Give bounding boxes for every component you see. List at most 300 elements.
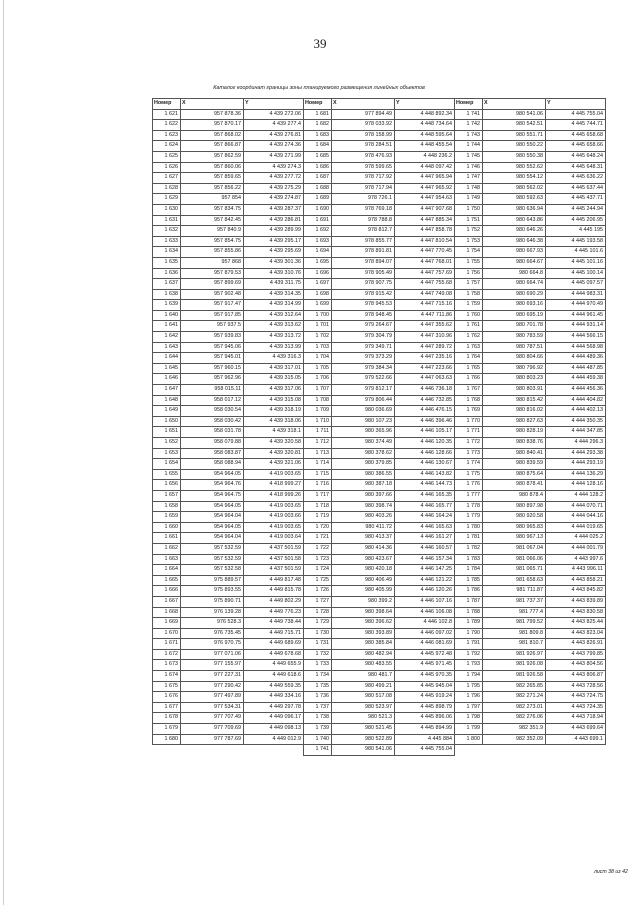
cell-y: 4 439 277.4 [244,120,304,131]
cell-x: 980 838.76 [483,438,546,449]
cell-y: 4 439 320.58 [244,438,304,449]
cell-x: 980 414.36 [332,543,395,554]
cell-y: 4 444 931.14 [546,321,606,332]
cell-number: 1 718 [304,501,332,512]
cell-number: 1 661 [153,533,181,544]
cell-x: 980 499.21 [332,681,395,692]
cell-x: 980 875.64 [483,469,546,480]
cell-number: 1 791 [455,639,483,650]
table-row [153,321,606,332]
cell-x: 978 907.75 [332,279,395,290]
cell-number: 1 767 [455,385,483,396]
cell-y: 4 439 286.81 [244,215,304,226]
table-row [153,363,606,374]
cell-x: 980 878.4 [483,490,546,501]
cell-number: 1 790 [455,628,483,639]
cell-number: 1 783 [455,554,483,565]
cell-x: 981 658.63 [483,575,546,586]
cell-y: 4 445 636.22 [546,173,606,184]
cell-y: 4 446 161.27 [395,533,455,544]
empty-cell [153,745,181,756]
cell-number: 1 780 [455,522,483,533]
cell-y: 4 449 678.68 [244,649,304,660]
cell-number: 1 729 [304,618,332,629]
cell-number: 1 632 [153,226,181,237]
cell-x: 980 396.62 [332,618,395,629]
cell-y: 4 419 003.65 [244,469,304,480]
cell-number: 1 656 [153,480,181,491]
cell-x: 978 599.65 [332,162,395,173]
cell-number: 1 678 [153,713,181,724]
cell-y: 4 443 724.75 [546,692,606,703]
cell-y: 4 439 318.19 [244,406,304,417]
cell-number: 1 797 [455,702,483,713]
cell-number: 1 733 [304,660,332,671]
cell-number: 1 770 [455,416,483,427]
cell-x: 957 532.59 [181,543,244,554]
cell-x: 980 646.38 [483,236,546,247]
cell-number: 1 754 [455,247,483,258]
cell-x: 980 695.19 [483,310,546,321]
cell-y: 4 446 102.8 [395,618,455,629]
cell-y: 4 449 817.48 [244,575,304,586]
cell-number: 1 749 [455,194,483,205]
cell-x: 980 804.66 [483,353,546,364]
cell-x: 978 855.77 [332,236,395,247]
cell-y: 4 443 728.56 [546,681,606,692]
cell-x: 954 964.76 [181,480,244,491]
cell-x: 957 859.65 [181,173,244,184]
cell-x: 980 643.86 [483,215,546,226]
cell-y: 4 439 321.06 [244,459,304,470]
cell-y: 4 449 098.13 [244,724,304,735]
cell-y: 4 445 097.57 [546,279,606,290]
table-row [153,130,606,141]
cell-x: 979 304.79 [332,332,395,343]
cell-y: 4 449 715.71 [244,628,304,639]
cell-x: 957 866.87 [181,141,244,152]
cell-x: 977 709.69 [181,724,244,735]
table-row [153,374,606,385]
cell-x: 957 854.75 [181,236,244,247]
cell-y: 4 439 295.69 [244,247,304,258]
cell-number: 1 697 [304,279,332,290]
cell-x: 981 737.37 [483,596,546,607]
cell-y: 4 445 101.6 [546,247,606,258]
table-row [153,194,606,205]
cell-number: 1 773 [455,448,483,459]
cell-x: 980 965.83 [483,522,546,533]
cell-y: 4 449 802.29 [244,596,304,607]
cell-x: 981 926.08 [483,660,546,671]
cell-number: 1 668 [153,607,181,618]
table-row [153,332,606,343]
cell-number: 1 744 [455,141,483,152]
cell-number: 1 703 [304,342,332,353]
cell-x: 980 693.16 [483,300,546,311]
cell-number: 1 734 [304,671,332,682]
table-row [153,618,606,629]
cell-number: 1 732 [304,649,332,660]
cell-y: 4 444 347.85 [546,427,606,438]
cell-number: 1 741 [455,109,483,120]
cell-y: 4 439 272.06 [244,109,304,120]
cell-x: 976 528.3 [181,618,244,629]
cell-x: 958 017.12 [181,395,244,406]
cell-x: 980 796.92 [483,363,546,374]
cell-x: 957 842.45 [181,215,244,226]
cell-y: 4 445 658.68 [546,130,606,141]
cell-x: 980 551.71 [483,130,546,141]
cell-number: 1 674 [153,671,181,682]
cell-number: 1 655 [153,469,181,480]
table-row [153,628,606,639]
cell-x: 958 088.94 [181,459,244,470]
cell-x: 980 550.38 [483,151,546,162]
cell-y: 4 439 271.99 [244,151,304,162]
header-y-3: Y [546,99,606,110]
header-y-2: Y [395,99,455,110]
cell-y: 4 449 738.44 [244,618,304,629]
cell-number: 1 778 [455,501,483,512]
cell-x: 980 399.2 [332,596,395,607]
cell-y: 4 444 001.79 [546,543,606,554]
cell-number: 1 670 [153,628,181,639]
cell-y: 4 448 734.64 [395,120,455,131]
cell-x: 980 411.72 [332,522,395,533]
cell-number: 1 757 [455,279,483,290]
table-row [153,279,606,290]
cell-y: 4 447 768.01 [395,257,455,268]
cell-y: 4 439 310.76 [244,268,304,279]
table-row [153,204,606,215]
empty-cell [483,745,546,756]
cell-number: 1 777 [455,490,483,501]
cell-y: 4 445 648.31 [546,162,606,173]
cell-y: 4 446 165.35 [395,490,455,501]
cell-y: 4 445 894.99 [395,724,455,735]
cell-number: 1 745 [455,151,483,162]
cell-y: 4 439 275.29 [244,183,304,194]
table-row [153,607,606,618]
cell-x: 979 812.17 [332,385,395,396]
cell-number: 1 785 [455,575,483,586]
scan-edge-line [3,0,4,905]
cell-y: 4 437 501.59 [244,543,304,554]
cell-x: 980 701.78 [483,321,546,332]
cell-y: 4 447 965.94 [395,173,455,184]
table-body [153,109,606,755]
header-x-3: X [483,99,546,110]
cell-y: 4 445 437.71 [546,194,606,205]
empty-cell [546,745,606,756]
cell-y: 4 444 128.16 [546,480,606,491]
cell-number: 1 687 [304,173,332,184]
cell-number: 1 702 [304,332,332,343]
cell-x: 980 523.97 [332,702,395,713]
cell-y: 4 449 618.6 [244,671,304,682]
cell-x: 982 276.06 [483,713,546,724]
cell-number: 1 679 [153,724,181,735]
cell-x: 981 926.97 [483,649,546,660]
cell-y: 4 446 121.22 [395,575,455,586]
cell-number: 1 742 [455,120,483,131]
cell-y: 4 449 297.78 [244,702,304,713]
page-number: 39 [313,36,327,51]
cell-number: 1 756 [455,268,483,279]
cell-number: 1 746 [455,162,483,173]
cell-y: 4 445 101.16 [546,257,606,268]
cell-y: 4 444 296.3 [546,438,606,449]
cell-y: 4 439 315.08 [244,395,304,406]
cell-number: 1 738 [304,713,332,724]
cell-number: 1 625 [153,151,181,162]
cell-x: 978 945.53 [332,300,395,311]
cell-x: 976 735.45 [181,628,244,639]
cell-x: 977 071.06 [181,649,244,660]
header-number-2: Номер [304,99,332,110]
cell-x: 980 398.74 [332,501,395,512]
cell-number: 1 764 [455,353,483,364]
cell-number: 1 704 [304,353,332,364]
table-row [153,162,606,173]
cell-y: 4 447 810.54 [395,236,455,247]
table-row [153,448,606,459]
cell-number: 1 682 [304,120,332,131]
cell-number: 1 657 [153,490,181,501]
empty-cell [181,745,244,756]
cell-number: 1 693 [304,236,332,247]
cell-x: 978 476.93 [332,151,395,162]
cell-y: 4 439 287.37 [244,204,304,215]
table-row [153,109,606,120]
cell-x: 980 664.74 [483,279,546,290]
cell-x: 980 413.37 [332,533,395,544]
cell-number: 1 796 [455,692,483,703]
cell-number: 1 633 [153,236,181,247]
cell-y: 4 439 314.35 [244,289,304,300]
cell-number: 1 708 [304,395,332,406]
cell-y: 4 447 223.66 [395,363,455,374]
cell-number: 1 760 [455,310,483,321]
cell-x: 957 939.83 [181,332,244,343]
table-row [153,671,606,682]
cell-number: 1 649 [153,406,181,417]
cell-y: 4 439 295.17 [244,236,304,247]
cell-y: 4 443 804.56 [546,660,606,671]
cell-x: 980 787.51 [483,342,546,353]
cell-y: 4 446 097.02 [395,628,455,639]
table-row [153,692,606,703]
cell-number: 1 741 [304,745,332,756]
cell-number: 1 715 [304,469,332,480]
cell-x: 980 878.41 [483,480,546,491]
cell-y: 4 439 318.06 [244,416,304,427]
header-x-1: X [181,99,244,110]
cell-x: 957 868 [181,257,244,268]
table-row [153,575,606,586]
cell-y: 4 445 755.04 [395,745,455,756]
cell-number: 1 660 [153,522,181,533]
cell-x: 958 079.88 [181,438,244,449]
cell-x: 980 385.84 [332,639,395,650]
cell-x: 957 902.48 [181,289,244,300]
cell-y: 4 449 655.9 [244,660,304,671]
cell-x: 978 812.7 [332,226,395,237]
cell-y: 4 446 157.34 [395,554,455,565]
cell-number: 1 666 [153,586,181,597]
cell-x: 975 889.57 [181,575,244,586]
cell-y: 4 445 637.44 [546,183,606,194]
cell-y: 4 444 566.15 [546,332,606,343]
cell-number: 1 692 [304,226,332,237]
cell-number: 1 651 [153,427,181,438]
cell-number: 1 743 [455,130,483,141]
cell-number: 1 781 [455,533,483,544]
cell-y: 4 443 830.58 [546,607,606,618]
cell-y: 4 447 858.78 [395,226,455,237]
cell-y: 4 439 318.1 [244,427,304,438]
cell-x: 957 879.53 [181,268,244,279]
cell-x: 980 403.26 [332,512,395,523]
cell-x: 957 860.06 [181,162,244,173]
cell-x: 980 839.59 [483,459,546,470]
cell-x: 980 803.91 [483,385,546,396]
cell-y: 4 447 965.92 [395,183,455,194]
cell-y: 4 445 244.94 [546,204,606,215]
cell-number: 1 737 [304,702,332,713]
cell-number: 1 775 [455,469,483,480]
cell-number: 1 652 [153,438,181,449]
cell-y: 4 443 858.21 [546,575,606,586]
cell-x: 958 031.78 [181,427,244,438]
cell-number: 1 709 [304,406,332,417]
cell-number: 1 637 [153,279,181,290]
cell-y: 4 439 313.62 [244,321,304,332]
cell-y: 4 444 350.35 [546,416,606,427]
cell-x: 977 497.89 [181,692,244,703]
cell-number: 1 662 [153,543,181,554]
cell-y: 4 446 107.16 [395,596,455,607]
cell-y: 4 448 455.54 [395,141,455,152]
cell-y: 4 418 999.26 [244,490,304,501]
cell-y: 4 444 404.82 [546,395,606,406]
cell-x: 978 726.1 [332,194,395,205]
table-row [153,469,606,480]
table-row [153,427,606,438]
table-row [153,490,606,501]
cell-number: 1 695 [304,257,332,268]
cell-x: 954 964.05 [181,522,244,533]
cell-number: 1 725 [304,575,332,586]
cell-number: 1 688 [304,183,332,194]
cell-number: 1 659 [153,512,181,523]
cell-x: 978 033.92 [332,120,395,131]
cell-x: 980 397.66 [332,490,395,501]
cell-number: 1 731 [304,639,332,650]
cell-x: 957 532.58 [181,565,244,576]
cell-number: 1 794 [455,671,483,682]
cell-x: 979 373.29 [332,353,395,364]
cell-number: 1 641 [153,321,181,332]
cell-y: 4 443 699.1 [546,734,606,745]
cell-x: 980 541.06 [483,109,546,120]
cell-x: 976 970.75 [181,639,244,650]
table-row [153,310,606,321]
cell-number: 1 673 [153,660,181,671]
table-row [153,681,606,692]
cell-x: 980 816.02 [483,406,546,417]
cell-number: 1 626 [153,162,181,173]
table-row [153,416,606,427]
cell-x: 978 915.42 [332,289,395,300]
cell-number: 1 792 [455,649,483,660]
cell-y: 4 444 019.65 [546,522,606,533]
cell-x: 958 083.87 [181,448,244,459]
cell-number: 1 787 [455,596,483,607]
cell-y: 4 447 907.68 [395,204,455,215]
cell-y: 4 445 648.24 [546,151,606,162]
cell-number: 1 694 [304,247,332,258]
cell-number: 1 648 [153,395,181,406]
cell-x: 978 788.8 [332,215,395,226]
cell-y: 4 439 289.99 [244,226,304,237]
table-row [153,586,606,597]
cell-y: 4 449 559.35 [244,681,304,692]
cell-number: 1 665 [153,575,181,586]
cell-number: 1 646 [153,374,181,385]
cell-number: 1 690 [304,204,332,215]
table-row [153,173,606,184]
cell-y: 4 443 806.87 [546,671,606,682]
cell-y: 4 439 314.99 [244,300,304,311]
cell-x: 980 920.58 [483,512,546,523]
cell-x: 980 036.69 [332,406,395,417]
cell-number: 1 798 [455,713,483,724]
cell-y: 4 446 165.77 [395,501,455,512]
cell-number: 1 629 [153,194,181,205]
cell-y: 4 446 106.08 [395,607,455,618]
cell-y: 4 443 718.94 [546,713,606,724]
cell-x: 957 945.01 [181,353,244,364]
table-row [153,268,606,279]
table-row [153,660,606,671]
cell-x: 981 809.8 [483,628,546,639]
cell-y: 4 447 757.69 [395,268,455,279]
cell-x: 954 964.05 [181,469,244,480]
cell-x: 980 828.19 [483,427,546,438]
cell-number: 1 664 [153,565,181,576]
cell-y: 4 445 919.24 [395,692,455,703]
cell-number: 1 726 [304,586,332,597]
cell-x: 980 405.99 [332,586,395,597]
cell-y: 4 439 312.64 [244,310,304,321]
cell-number: 1 671 [153,639,181,650]
cell-x: 954 964.05 [181,501,244,512]
cell-x: 980 664.8 [483,268,546,279]
cell-y: 4 445 206.95 [546,215,606,226]
cell-y: 4 439 301.36 [244,257,304,268]
cell-number: 1 631 [153,215,181,226]
cell-x: 981 799.52 [483,618,546,629]
cell-x: 980 541.06 [332,745,395,756]
cell-y: 4 446 143.82 [395,469,455,480]
cell-x: 957 855.86 [181,247,244,258]
cell-number: 1 699 [304,300,332,311]
cell-number: 1 624 [153,141,181,152]
cell-number: 1 711 [304,427,332,438]
cell-x: 980 562.02 [483,183,546,194]
